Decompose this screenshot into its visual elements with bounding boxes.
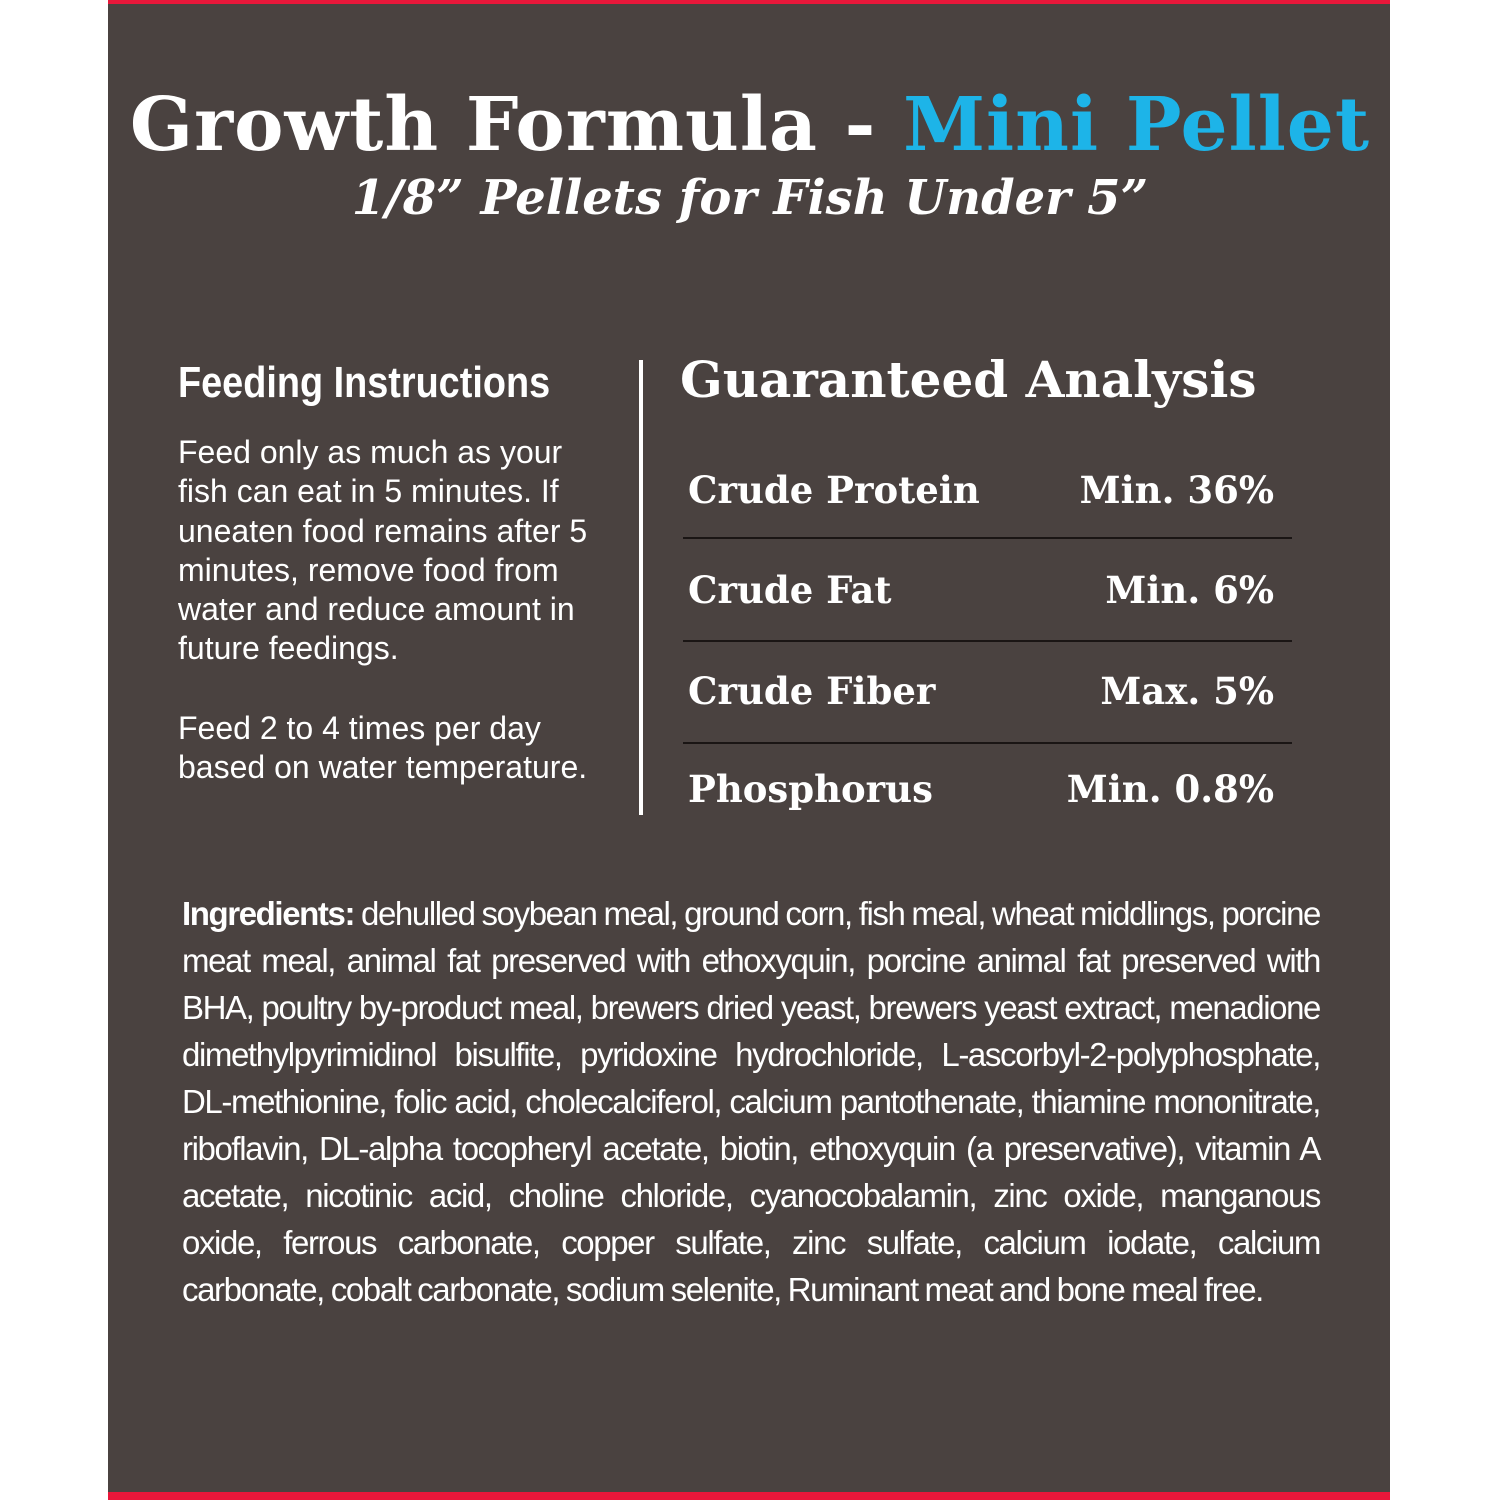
row-divider xyxy=(683,640,1292,642)
analysis-value: Max. 5% xyxy=(1100,669,1274,713)
ingredients-text xyxy=(182,890,1320,1313)
analysis-label: Crude Protein xyxy=(688,468,980,512)
analysis-row xyxy=(688,767,1274,811)
analysis-value: Min. 0.8% xyxy=(1066,767,1274,811)
vertical-divider xyxy=(639,360,643,815)
analysis-row xyxy=(688,468,1274,512)
row-divider xyxy=(683,742,1292,744)
analysis-value: Min. 36% xyxy=(1079,468,1274,512)
analysis-label: Crude Fat xyxy=(688,568,892,612)
title-accent: Mini Pellet xyxy=(903,82,1371,168)
ingredients-list: dehulled soybean meal, ground corn, fish meal, wheat middlings, porcine meat meal, animal fat preserved with ethoxyquin, porcine animal fat preserved with BHA, poultry by-product meal, brewers dried yeast, brewers yeast extract, menadione dimethylpyrimidinol bisulfite, pyridoxine hydrochloride, L-ascorbyl-2-polyphosphate, DL-methionine, folic acid, cholecalciferol, calcium pantothenate, thiamine mononitrate, riboflavin, DL-alpha tocopheryl acetate, biotin, ethoxyquin (a preservative), vitamin A acetate, nicotinic acid, choline chloride, cyanocobalamin, zinc oxide, manganous oxide, ferrous carbonate, copper sulfate, zinc sulfate, calcium iodate, calcium carbonate, cobalt carbonate, sodium selenite, Ruminant meat and bone meal free. xyxy=(182,895,1320,1308)
title-main: Growth Formula - xyxy=(129,82,904,168)
analysis-value: Min. 6% xyxy=(1105,568,1274,612)
feeding-heading: Feeding Instructions xyxy=(178,358,551,407)
analysis-label: Phosphorus xyxy=(688,767,933,811)
analysis-heading: Guaranteed Analysis xyxy=(680,350,1257,409)
analysis-row xyxy=(688,669,1274,713)
ingredients-label: Ingredients: xyxy=(182,895,355,932)
product-subtitle: 1/8” Pellets for Fish Under 5” xyxy=(351,170,1149,226)
product-title xyxy=(0,82,1500,168)
analysis-row xyxy=(688,568,1274,612)
analysis-label: Crude Fiber xyxy=(688,669,936,713)
feeding-paragraph-2: Feed 2 to 4 times per day based on water temperature. xyxy=(178,710,588,786)
feeding-paragraph-1: Feed only as much as your fish can eat in 5 minutes. If uneaten food remains after 5 minutes, remove food from water and reduce amount in future feedings. xyxy=(178,434,588,667)
row-divider xyxy=(683,537,1292,539)
